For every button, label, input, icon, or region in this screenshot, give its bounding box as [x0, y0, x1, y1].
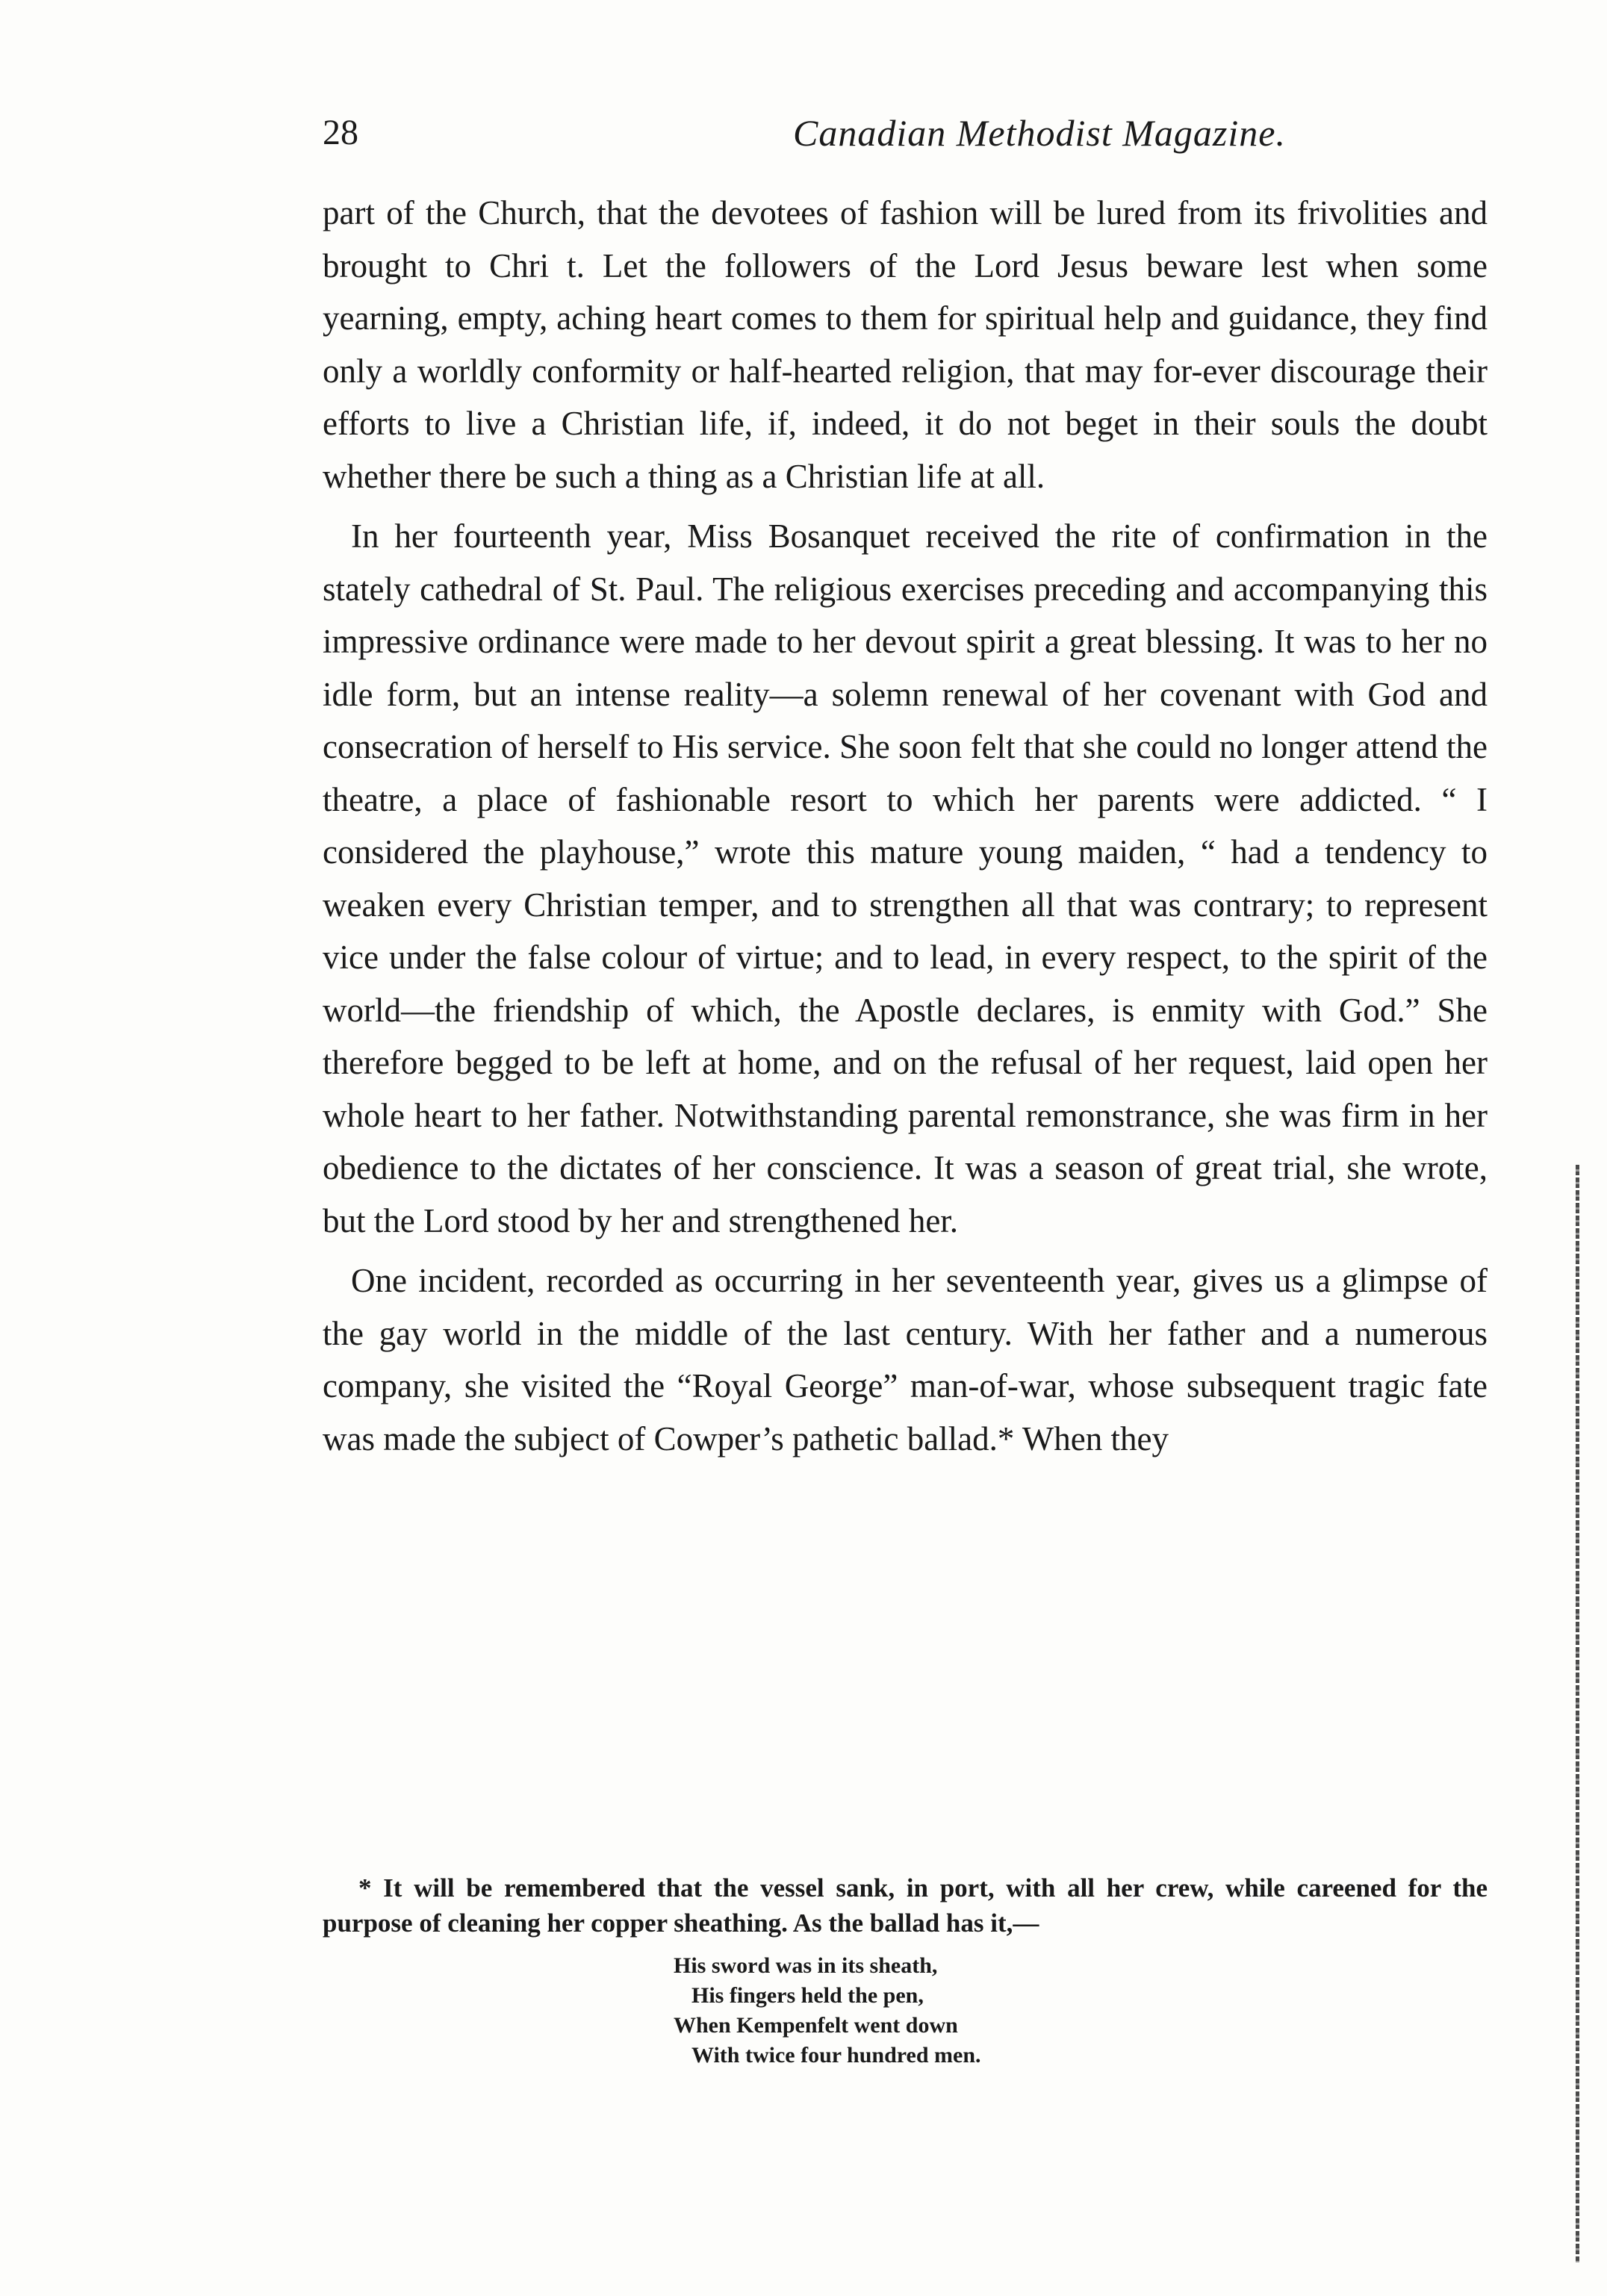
- verse-line-3: When Kempenfelt went down: [674, 2013, 958, 2038]
- running-title: Canadian Methodist Magazine.: [793, 112, 1286, 154]
- page-header: [323, 111, 1488, 163]
- page-number: 28: [323, 113, 358, 152]
- verse-line-4: With twice four hundred men.: [691, 2043, 981, 2068]
- verse-line-1: His sword was in its sheath,: [674, 1953, 938, 1978]
- paragraph-1: part of the Church, that the devotees of fashion will be lured from its frivolities and brought to Chri t. Let the followers of the Lord Jesus beware lest when some yearning, empty, aching heart comes to them for spiritual help and guidance, they find only a worldly conformity or half-hearted religion, that may for-ever discourage their efforts to live a Christian life, if, indeed, it do not beget in their souls the doubt whether there be such a thing as a Christian life at all.: [323, 194, 1488, 495]
- verse-line-2: His fingers held the pen,: [691, 1983, 924, 2008]
- footnote-section: [323, 1870, 1488, 2071]
- footnote-verse: [323, 1951, 1488, 2071]
- body-text: [323, 187, 1488, 1465]
- footnote-text: * It will be remembered that the vessel sank, in port, with all her crew, while careened for the purpose of cleaning her copper sheathing. As the ballad has it,—: [323, 1873, 1488, 1938]
- page-edge-scan-artifact: [1576, 1165, 1579, 2262]
- paragraph-2: In her fourteenth year, Miss Bosanquet received the rite of confirmation in the stately cathedral of St. Paul. The religious exercises preceding and accompanying this impressive ordinance were made to her devout spirit a great blessing. It was to her no idle form, but an intense reality—a solemn renewal of her covenant with God and consecration of herself to His service. She soon felt that she could no longer attend the theatre, a place of fashionable resort to which her parents were addicted. “ I considered the playhouse,” wrote this mature young maiden, “ had a tendency to weaken every Christian temper, and to strengthen all that was contrary; to represent vice under the false colour of virtue; and to lead, in every respect, to the spirit of the world—the friendship of which, the Apostle declares, is enmity with God.” She therefore begged to be left at home, and on the refusal of her request, laid open her whole heart to her father. Notwithstanding parental remonstrance, she was firm in her obedience to the dictates of her conscience. It was a season of great trial, she wrote, but the Lord stood by her and strengthened her.: [323, 517, 1488, 1239]
- paragraph-3: One incident, recorded as occurring in her seventeenth year, gives us a glimpse of the gay world in the middle of the last century. With her father and a numerous company, she visited the “Royal George” man-of-war, whose subsequent tragic fate was made the subject of Cowper’s pathetic ballad.* When they: [323, 1262, 1488, 1457]
